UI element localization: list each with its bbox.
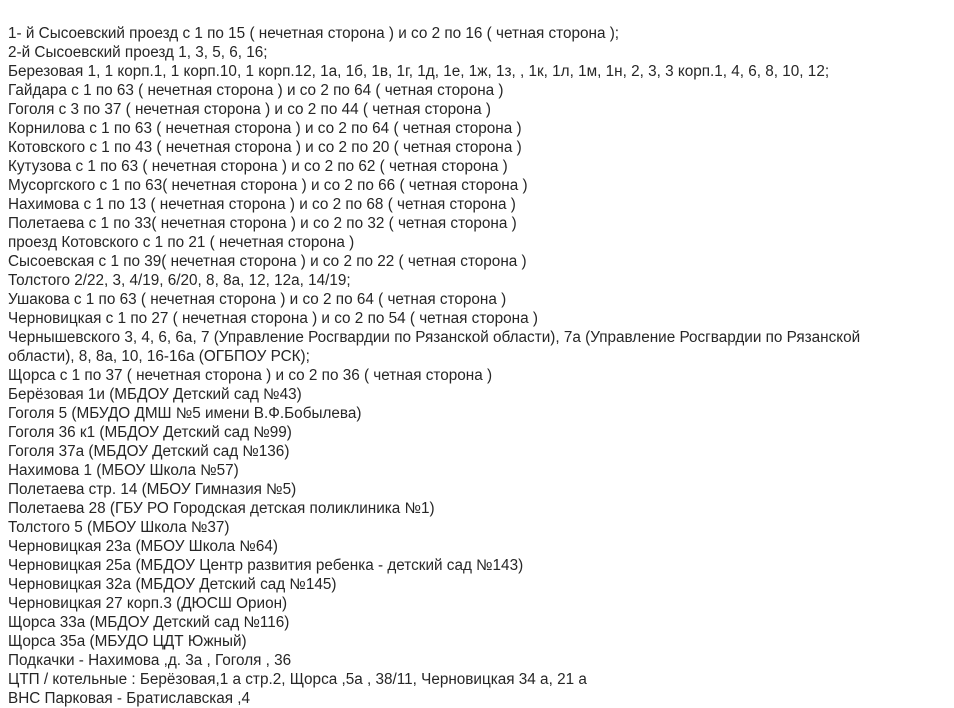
facility-line: Черновицкая 27 корп.3 (ДЮСШ Орион) <box>8 595 288 612</box>
utility-line: Подкачки - Нахимова ,д. 3а , Гоголя , 36 <box>8 652 292 669</box>
facility-line: Черновицкая 32а (МБДОУ Детский сад №145) <box>8 576 337 593</box>
facility-line: Щорса 33а (МБДОУ Детский сад №116) <box>8 614 290 631</box>
address-line: Черновицкая с 1 по 27 ( нечетная сторона ) и со 2 по 54 ( четная сторона ) <box>8 310 538 327</box>
facility-line: Щорса 35а (МБУДО ЦДТ Южный) <box>8 633 247 650</box>
address-line: Котовского с 1 по 43 ( нечетная сторона ) и со 2 по 20 ( четная сторона ) <box>8 139 522 156</box>
address-line: Кутузова с 1 по 63 ( нечетная сторона ) и со 2 по 62 ( четная сторона ) <box>8 158 508 175</box>
facility-line: Полетаева 28 (ГБУ РО Городская детская поликлиника №1) <box>8 500 435 517</box>
address-line: Гайдара с 1 по 63 ( нечетная сторона ) и со 2 по 64 ( четная сторона ) <box>8 82 504 99</box>
address-line: Корнилова с 1 по 63 ( нечетная сторона ) и со 2 по 64 ( четная сторона ) <box>8 120 522 137</box>
address-line: Ушакова с 1 по 63 ( нечетная сторона ) и со 2 по 64 ( четная сторона ) <box>8 291 507 308</box>
address-line: 1- й Сысоевский проезд с 1 по 15 ( нечетная сторона ) и со 2 по 16 ( четная сторона ); <box>8 25 620 42</box>
facility-line: Полетаева стр. 14 (МБОУ Гимназия №5) <box>8 481 297 498</box>
facility-line: Гоголя 5 (МБУДО ДМШ №5 имени В.Ф.Бобылева) <box>8 405 362 422</box>
address-line: Нахимова с 1 по 13 ( нечетная сторона ) и со 2 по 68 ( четная сторона ) <box>8 196 516 213</box>
address-line: Полетаева с 1 по 33( нечетная сторона ) и со 2 по 32 ( четная сторона ) <box>8 215 517 232</box>
address-line: Мусоргского с 1 по 63( нечетная сторона ) и со 2 по 66 ( четная сторона ) <box>8 177 528 194</box>
address-line: Толстого 2/22, 3, 4/19, 6/20, 8, 8а, 12, 12а, 14/19; <box>8 272 351 289</box>
facility-line: Нахимова 1 (МБОУ Школа №57) <box>8 462 239 479</box>
facility-line: Черновицкая 25а (МБДОУ Центр развития ребенка - детский сад №143) <box>8 557 524 574</box>
facility-line: Гоголя 37а (МБДОУ Детский сад №136) <box>8 443 290 460</box>
address-line: Щорса с 1 по 37 ( нечетная сторона ) и со 2 по 36 ( четная сторона ) <box>8 367 493 384</box>
address-list-document <box>8 24 938 708</box>
address-line: Березовая 1, 1 корп.1, 1 корп.10, 1 корп.12, 1а, 1б, 1в, 1г, 1д, 1е, 1ж, 1з, , 1к, 1л, 1м, 1н, 2, 3, 3 корп.1, 4, 6, 8, 10, 12; <box>8 63 830 80</box>
facility-line: Берёзовая 1и (МБДОУ Детский сад №43) <box>8 386 302 403</box>
address-line: проезд Котовского с 1 по 21 ( нечетная сторона ) <box>8 234 355 251</box>
address-line: Гоголя с 3 по 37 ( нечетная сторона ) и со 2 по 44 ( четная сторона ) <box>8 101 491 118</box>
facility-line: Черновицкая 23а (МБОУ Школа №64) <box>8 538 278 555</box>
facility-line: Толстого 5 (МБОУ Школа №37) <box>8 519 230 536</box>
facility-line: Гоголя 36 к1 (МБДОУ Детский сад №99) <box>8 424 292 441</box>
address-line: 2-й Сысоевский проезд 1, 3, 5, 6, 16; <box>8 44 268 61</box>
utility-line: ВНС Парковая - Братиславская ,4 <box>8 690 251 707</box>
address-line: Сысоевская с 1 по 39( нечетная сторона ) и со 2 по 22 ( четная сторона ) <box>8 253 527 270</box>
address-line: Чернышевского 3, 4, 6, 6а, 7 (Управление Росгвардии по Рязанской области), 7а (Управление Росгвардии по Рязанской области), 8, 8а, 10, 16-16а (ОГБПОУ РСК); <box>8 329 861 365</box>
utility-line: ЦТП / котельные : Берёзовая,1 а стр.2, Щорса ,5а , 38/11, Черновицкая 34 а, 21 а <box>8 671 587 688</box>
